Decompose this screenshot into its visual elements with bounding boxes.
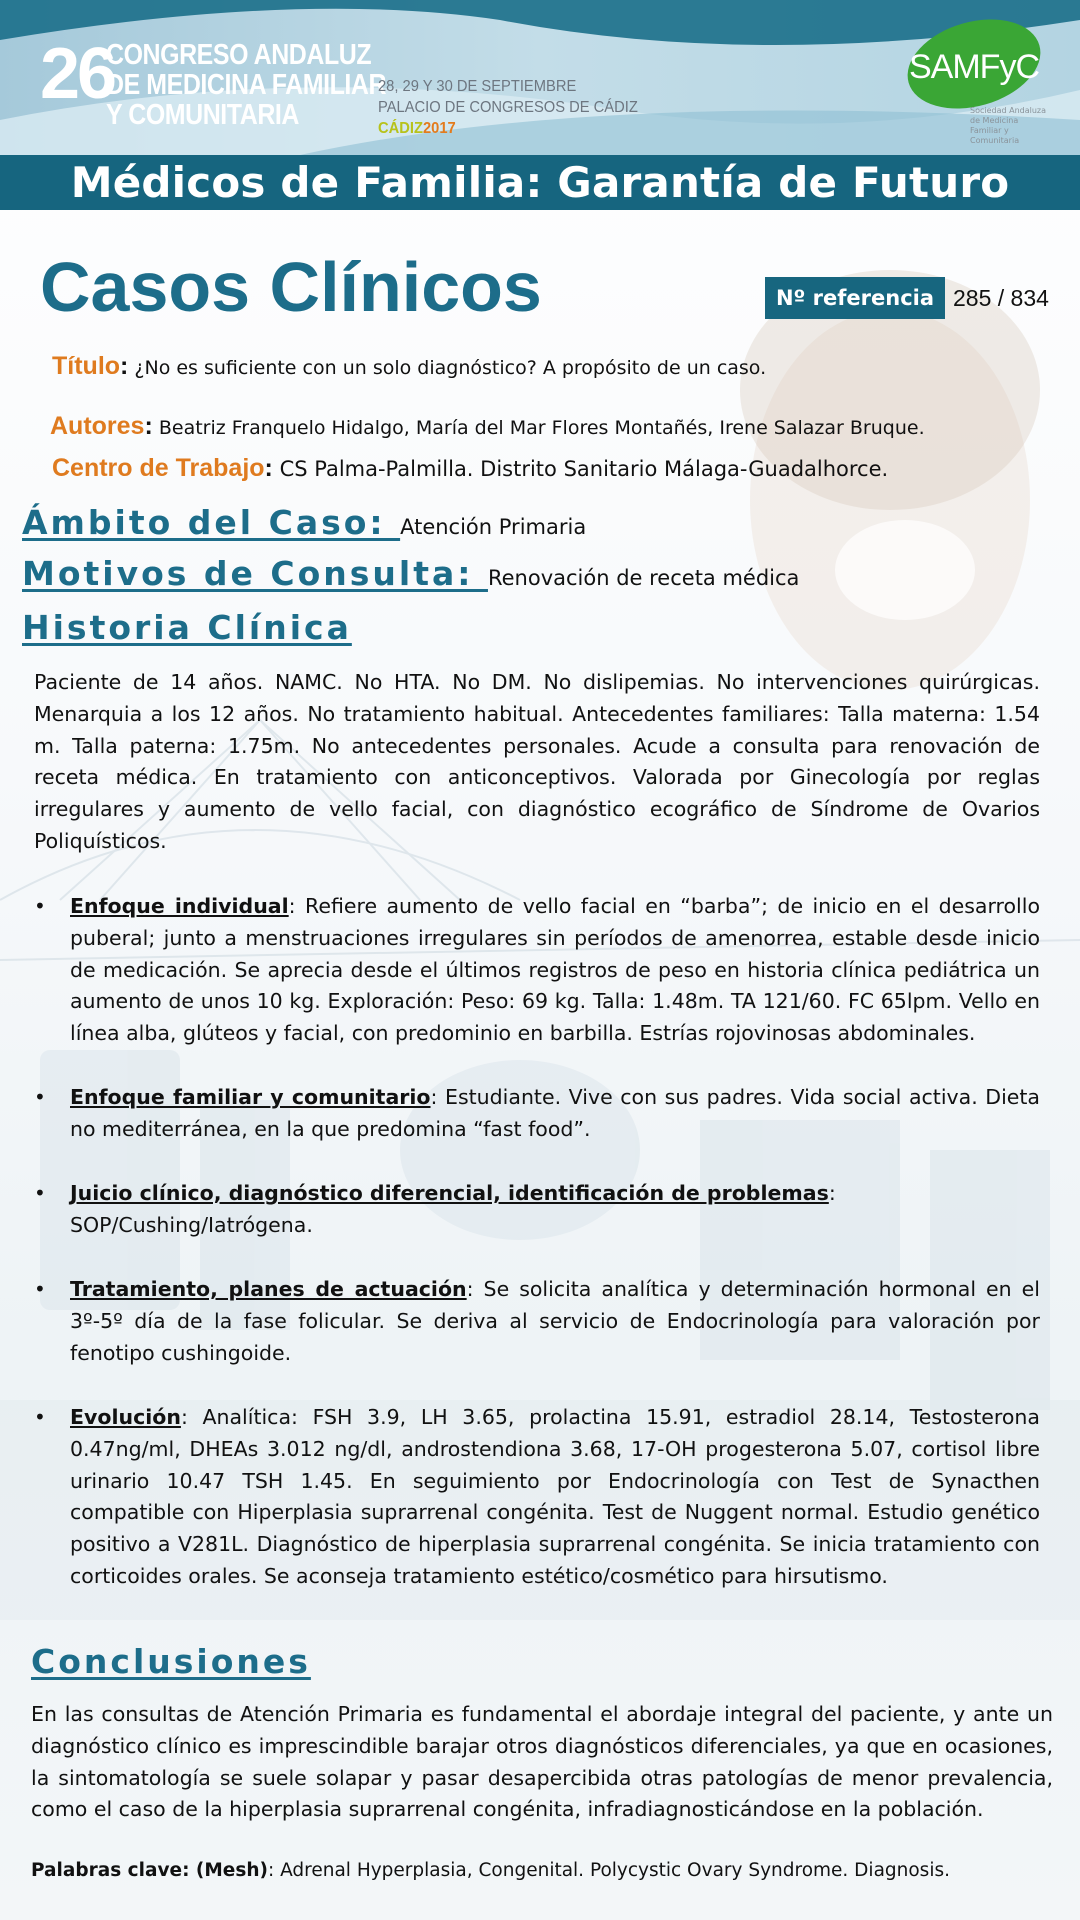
keywords-line [31,1860,950,1881]
bullet-enfoque-familiar [34,1082,1040,1146]
slogan-text: Médicos de Familia: Garantía de Futuro [70,158,1010,207]
bullet-icon: • [34,1405,46,1429]
keywords-label: Palabras clave: (Mesh) [31,1860,268,1881]
logo-subtitle: Sociedad Andaluza de Medicina Familiar y Comunitaria [970,106,1047,145]
list-item-text: Juicio clínico, diagnóstico diferencial, identificación de problemas: SOP/Cushing/Iatrógena. [70,1181,836,1237]
list-item-text: Enfoque familiar y comunitario: Estudiante. Vive con sus padres. Vida social activa. Dieta no mediterránea, en la que predomina “fast food”. [70,1085,1040,1141]
bullet-tratamiento [34,1274,1040,1369]
page-title: Casos Clínicos [40,248,542,326]
bullet-enfoque-individual [34,891,1040,1050]
motivos-value: Renovación de receta médica [487,566,800,590]
conclusiones-text: En las consultas de Atención Primaria es fundamental el abordaje integral del paciente, y ante un diagnóstico clínico es imprescindible barajar otros diagnósticos diferenciales, ya que en ocasiones, la sintomatología se suele solapar y pasar desapercibida otras patologías de menor prevalencia, como el caso de la hiperplasia suprarrenal congénita, infradiagnosticándose en la población. [31,1702,1053,1822]
autores-line [50,412,925,441]
congress-header [0,0,1080,155]
autores-label: Autores: [50,412,153,440]
motivos-heading [22,554,799,593]
centro-label: Centro de Trabajo: [52,454,273,482]
congress-title [106,40,386,130]
motivos-label: Motivos de Consulta: [22,554,488,593]
bullet-icon: • [34,1085,46,1109]
autores-value: Beatriz Franquelo Hidalgo, María del Mar Flores Montañés, Irene Salazar Bruque. [158,417,925,439]
bullet-icon: • [34,1181,46,1205]
centro-value: CS Palma-Palmilla. Distrito Sanitario Málaga-Guadalhorce. [279,457,889,481]
reference-label: Nº referencia [765,277,945,319]
logo-text: SAMFyC [909,48,1039,86]
congress-number: 26 [40,34,115,114]
reference-number: 285 / 834 [953,285,1049,311]
city-year: 2017 [422,120,456,137]
congress-title-line: CONGRESO ANDALUZ [106,39,372,71]
conclusiones-heading: Conclusiones [31,1642,311,1681]
ambito-heading [22,503,586,542]
bullet-evolucion [34,1402,1040,1593]
congress-dates: 28, 29 Y 30 DE SEPTIEMBRE [378,78,577,95]
historia-heading: Historia Clínica [22,608,352,647]
list-item-text: Evolución: Analítica: FSH 3.9, LH 3.65, prolactina 15.91, estradiol 28.14, Testosterona 0.47ng/ml, DHEAs 3.012 ng/dl, androstendiona 3.68, 17-OH progesterona 5.07, cortisol libre urinario 10.47 TSH 1.45. En seguimiento por Endocrinología con Test de Synacthen compatible con Hiperplasia suprarrenal congénita. Test de Nuggent normal. Estudio genético positivo a V281L. Diagnóstico de hiperplasia suprarrenal congénita. Se inicia tratamiento con corticoides orales. Se aconseja tratamiento estético/cosmético para hirsutismo. [70,1405,1040,1588]
bullet-icon: • [34,894,46,918]
samfyc-logo [904,18,1047,148]
congress-title-line: Y COMUNITARIA [106,99,300,131]
titulo-line [52,352,766,381]
city-name: CÁDIZ [378,120,423,137]
historia-text: Paciente de 14 años. NAMC. No HTA. No DM. No dislipemias. No intervenciones quirúrgicas. Menarquia a los 12 años. No tratamiento habitual. Antecedentes familiares: Talla materna: 1.54 m. Talla paterna: 1.75m. No antecedentes personales. Acude a consulta para renovación de receta médica. En tratamiento con anticonceptivos. Valorada por Ginecología por reglas irregulares y aumento de vello facial, con diagnóstico ecográfico de Síndrome de Ovarios Poliquísticos. [34,670,1040,853]
centro-line [52,454,888,483]
congress-info [378,76,638,139]
titulo-value: ¿No es suficiente con un solo diagnóstico? A propósito de un caso. [134,357,767,379]
list-item-text: Enfoque individual: Refiere aumento de vello facial en “barba”; de inicio en el desarrollo puberal; junto a menstruaciones irregulares sin períodos de amenorrea, estable desde inicio de medicación. Se aprecia desde el últimos registros de peso en historia clínica pediátrica un aumento de unos 10 kg. Exploración: Peso: 69 kg. Talla: 1.48m. TA 121/60. FC 65lpm. Vello en línea alba, glúteos y facial, con predominio en barbilla. Estrías rojovinosas abdominales. [70,894,1040,1046]
ambito-label: Ámbito del Caso: [22,503,401,542]
list-item-text: Tratamiento, planes de actuación: Se solicita analítica y determinación hormonal en el 3º-5º día de la fase folicular. Se deriva al servicio de Endocrinología para valoración por fenotipo cushingoide. [70,1277,1040,1365]
congress-venue: PALACIO DE CONGRESOS DE CÁDIZ [378,99,638,116]
slogan-banner [0,155,1080,210]
bullet-juicio-clinico [34,1178,1040,1242]
titulo-label: Título: [52,352,129,380]
bullet-icon: • [34,1277,46,1301]
congress-title-line: DE MEDICINA FAMILIAR [106,69,387,101]
ambito-value: Atención Primaria [400,515,587,539]
keywords-value: : Adrenal Hyperplasia, Congenital. Polycystic Ovary Syndrome. Diagnosis. [267,1860,950,1881]
congress-city [378,118,638,139]
